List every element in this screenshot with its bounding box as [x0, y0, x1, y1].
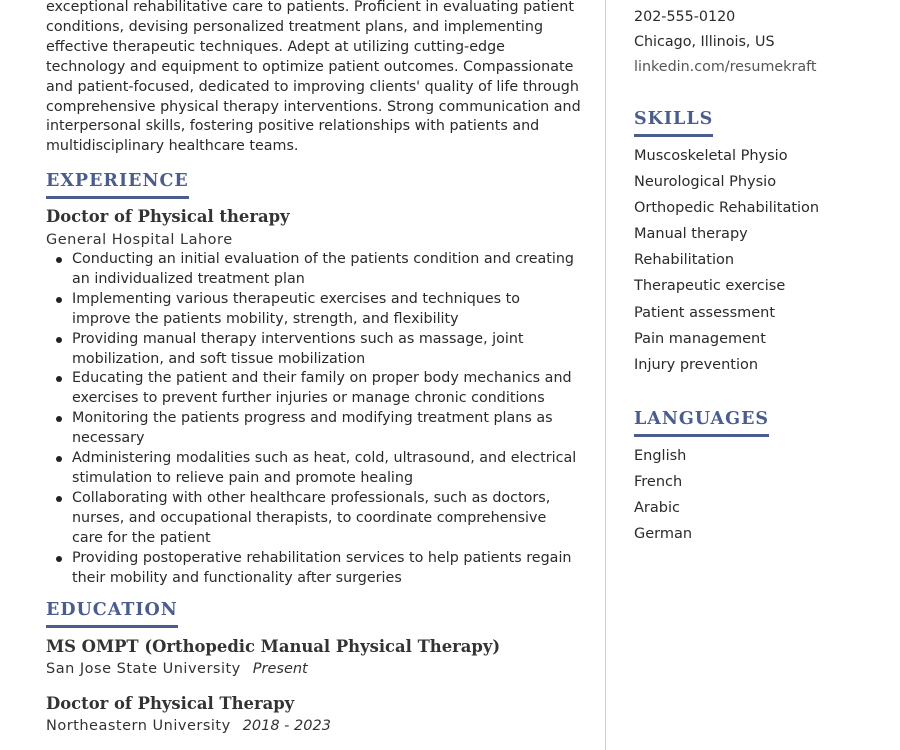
study-dates: 2018 - 2023: [242, 718, 331, 734]
skill-item: Injury prevention: [634, 356, 759, 373]
summary-paragraph: exceptional rehabilitative care to patients. Proficient in evaluating patient conditions, devising personalized treatment plans, and implementing effective therapeutic techniques. Adept at utilizing cutting-edge technology and equipment to optimize patient outcomes. Compassionate and patient-focused, dedicated to improving clients' quality of life through comprehensive physical therapy interventions. Strong communication and interpersonal skills, fostering positive relationships with patients and multidisciplinary healthcare teams.: [46, 0, 581, 155]
school-row: [46, 659, 308, 679]
degree-title: MS OMPT (Orthopedic Manual Physical Therapy): [46, 637, 501, 656]
experience-heading: EXPERIENCE: [46, 170, 189, 199]
languages-heading: LANGUAGES: [634, 408, 769, 437]
skill-item: Orthopedic Rehabilitation: [634, 200, 820, 217]
job-bullet: Educating the patient and their family on proper body mechanics and exercises to prevent further injuries or manage chronic conditions: [46, 369, 581, 409]
skill-item: Neurological Physio: [634, 174, 777, 191]
languages-list: [634, 443, 692, 547]
contact-location: Chicago, Illinois, US: [634, 34, 775, 50]
school-name: Northeastern University: [46, 718, 231, 734]
degree-title: Doctor of Physical Therapy: [46, 694, 295, 713]
skills-heading: SKILLS: [634, 108, 713, 137]
school-row: [46, 716, 331, 736]
skill-item: Rehabilitation: [634, 252, 735, 269]
skill-item: Patient assessment: [634, 304, 776, 321]
job-bullet: Administering modalities such as heat, cold, ultrasound, and electrical stimulation to relieve pain and promote healing: [46, 449, 581, 489]
education-heading: EDUCATION: [46, 599, 178, 628]
job-bullet: Providing postoperative rehabilitation services to help patients regain their mobility and functionality after surgeries: [46, 549, 581, 589]
language-item: French: [634, 474, 683, 491]
job-bullet: Monitoring the patients progress and modifying treatment plans as necessary: [46, 409, 581, 449]
skill-item: Pain management: [634, 330, 766, 347]
job-bullets: [46, 250, 581, 588]
skill-item: Muscoskeletal Physio: [634, 148, 788, 164]
job-bullet: Conducting an initial evaluation of the patients condition and creating an individualized treatment plan: [46, 250, 581, 290]
contact-linkedin[interactable]: linkedin.com/resumekraft: [634, 59, 817, 75]
skill-item: Manual therapy: [634, 226, 748, 243]
column-divider: [605, 0, 606, 750]
job-employer: General Hospital Lahore: [46, 232, 233, 248]
study-dates: Present: [252, 661, 308, 677]
contact-phone: 202-555-0120: [634, 9, 736, 25]
skills-list: [634, 143, 819, 378]
job-bullet: Providing manual therapy interventions such as massage, joint mobilization, and soft tissue mobilization: [46, 330, 581, 370]
skill-item: Therapeutic exercise: [634, 278, 786, 295]
language-item: Arabic: [634, 500, 680, 517]
school-name: San Jose State University: [46, 661, 241, 677]
job-title: Doctor of Physical therapy: [46, 207, 290, 226]
language-item: English: [634, 448, 687, 464]
job-bullet: Collaborating with other healthcare professionals, such as doctors, nurses, and occupational therapists, to coordinate comprehensive care for the patient: [46, 489, 581, 549]
language-item: German: [634, 526, 693, 543]
job-bullet: Implementing various therapeutic exercises and techniques to improve the patients mobility, strength, and flexibility: [46, 290, 581, 330]
